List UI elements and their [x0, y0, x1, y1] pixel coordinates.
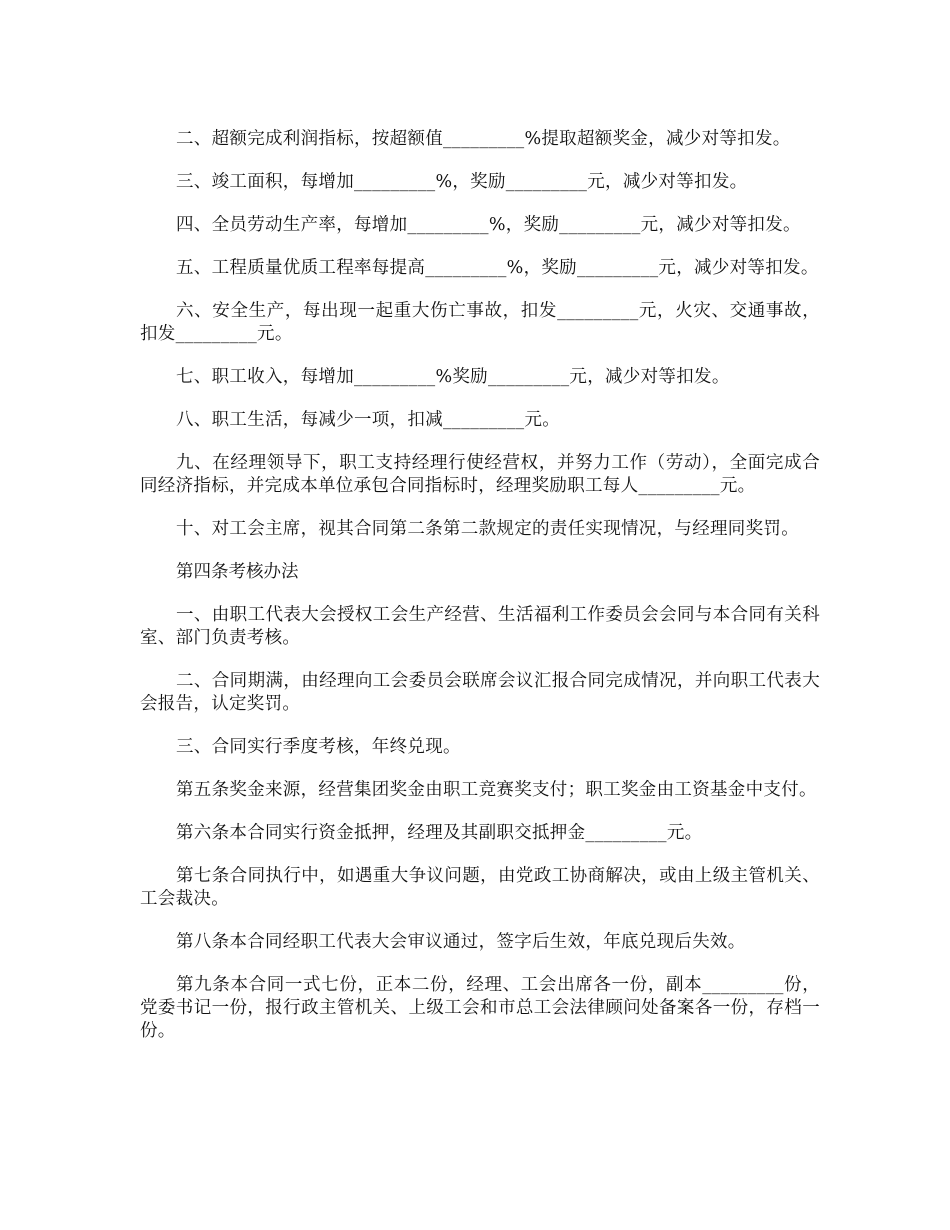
- article-6: 第六条本合同实行资金抵押，经理及其副职交抵押金_________元。: [176, 823, 703, 843]
- article-4-heading: 第四条考核办法: [176, 562, 299, 582]
- document-body: [140, 128, 820, 1063]
- clause-3-completed-area: 三、竣工面积，每增加_________%，奖励_________元，减少对等扣发。: [176, 172, 748, 192]
- clause-2-excess-profit: 二、超额完成利润指标，按超额值_________%提取超额奖金，减少对等扣发。: [176, 129, 791, 149]
- clause-8-employee-life: 八、职工生活，每减少一项，扣减_________元。: [176, 410, 561, 430]
- clause-7-employee-income: 七、职工收入，每增加_________%奖励_________元，减少对等扣发。: [176, 367, 730, 387]
- clause-5-quality-rate: 五、工程质量优质工程率每提高_________%，奖励_________元，减少对等扣发。: [176, 258, 819, 278]
- article-9: 第九条本合同一式七份，正本二份，经理、工会出席各一份，副本_________份，党委书记一份，报行政主管机关、上级工会和市总工会法律顾问处备案各一份，存档一份。: [140, 975, 820, 1041]
- assessment-item-3: 三、合同实行季度考核，年终兑现。: [176, 737, 461, 757]
- assessment-item-1: 一、由职工代表大会授权工会生产经营、生活福利工作委员会会同与本合同有关科室、部门负责考核。: [140, 605, 820, 648]
- assessment-item-2: 二、合同期满，由经理向工会委员会联席会议汇报合同完成情况，并向职工代表大会报告，认定奖罚。: [140, 671, 820, 714]
- clause-6-safety: 六、安全生产，每出现一起重大伤亡事故，扣发_________元，火灾、交通事故，扣发_________元。: [140, 301, 820, 344]
- clause-10-union-chair: 十、对工会主席，视其合同第二条第二款规定的责任实现情况，与经理同奖罚。: [176, 519, 799, 539]
- article-7: 第七条合同执行中，如遇重大争议问题，由党政工协商解决，或由上级主管机关、工会裁决。: [140, 866, 820, 909]
- clause-4-labor-productivity: 四、全员劳动生产率，每增加_________%，奖励_________元，减少对等扣发。: [176, 215, 801, 235]
- article-5: 第五条奖金来源，经营集团奖金由职工竞赛奖支付；职工奖金由工资基金中支付。: [176, 780, 817, 800]
- clause-9-employee-reward: 九、在经理领导下，职工支持经理行使经营权，并努力工作（劳动），全面完成合同经济指标，并完成本单位承包合同指标时，经理奖励职工每人_________元。: [140, 453, 820, 496]
- article-8: 第八条本合同经职工代表大会审议通过，签字后生效，年底兑现后失效。: [176, 932, 746, 952]
